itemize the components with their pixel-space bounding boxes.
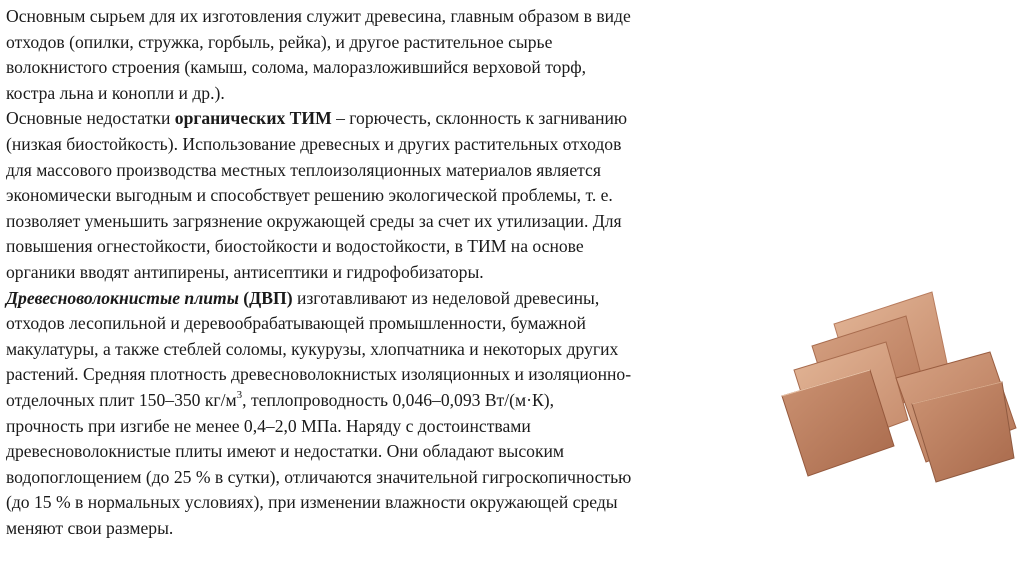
text-line (6, 286, 774, 312)
bold-term-organic-tim: органических ТИМ (174, 108, 332, 129)
text-run: изготавливают из неделовой древесины, (292, 287, 600, 308)
fiberboard-sheets-image (776, 286, 1020, 486)
text-line: (до 15 % в нормальных условиях), при изменении влажности окружающей среды (6, 492, 618, 513)
text-line: органики вводят антипирены, антисептики и гидрофобизаторы. (6, 261, 484, 282)
bold-italic-term-dvp: Древесноволокнистые плиты (6, 287, 239, 308)
text-line: отходов лесопильной и деревообрабатывающей промышленности, бумажной (6, 313, 586, 334)
body-text (6, 4, 774, 541)
text-line: водопоглощением (до 25 % в сутки), отличаются значительной гигроскопичностью (6, 466, 632, 487)
bold-abbrev-dvp: (ДВП) (238, 287, 293, 308)
text-line (6, 388, 774, 414)
text-line: древесноволокнистые плиты имеют и недостатки. Они обладают высоким (6, 441, 565, 462)
text-line: отходов (опилки, стружка, горбыль, рейка), и другое растительное сырье (6, 31, 553, 52)
text-line: позволяет уменьшить загрязнение окружающей среды за счет их утилизации. Для (6, 210, 622, 231)
text-line (6, 106, 774, 132)
text-run: – горючесть, склонность к загниванию (331, 108, 628, 129)
text-line: волокнистого строения (камыш, солома, малоразложившийся верховой торф, (6, 57, 587, 78)
text-line: меняют свои размеры. (6, 517, 174, 538)
text-run: , теплопроводность 0,046–0,093 Вт/(м·К), (242, 389, 554, 410)
text-run: отделочных плит 150–350 кг/м (6, 389, 237, 410)
text-line: экономически выгодным и способствует решению экологической проблемы, т. е. (6, 185, 613, 206)
superscript: 3 (236, 389, 243, 402)
text-line: прочность при изгибе не менее 0,4–2,0 МПа. Наряду с достоинствами (6, 415, 531, 436)
text-line: для массового производства местных теплоизоляционных материалов является (6, 159, 601, 180)
text-run: Основные недостатки (6, 108, 175, 129)
text-line: Основным сырьем для их изготовления служит древесина, главным образом в виде (6, 6, 631, 26)
text-line: костра льна и конопли и др.). (6, 82, 225, 103)
text-line: (низкая биостойкость). Использование древесных и других растительных отходов (6, 133, 622, 154)
text-line: растений. Средняя плотность древесноволокнистых изоляционных и изоляционно- (6, 364, 632, 385)
text-line: повышения огнестойкости, биостойкости и водостойкости, в ТИМ на основе (6, 236, 584, 257)
text-line: макулатуры, а также стеблей соломы, кукурузы, хлопчатника и некоторых других (6, 338, 619, 359)
